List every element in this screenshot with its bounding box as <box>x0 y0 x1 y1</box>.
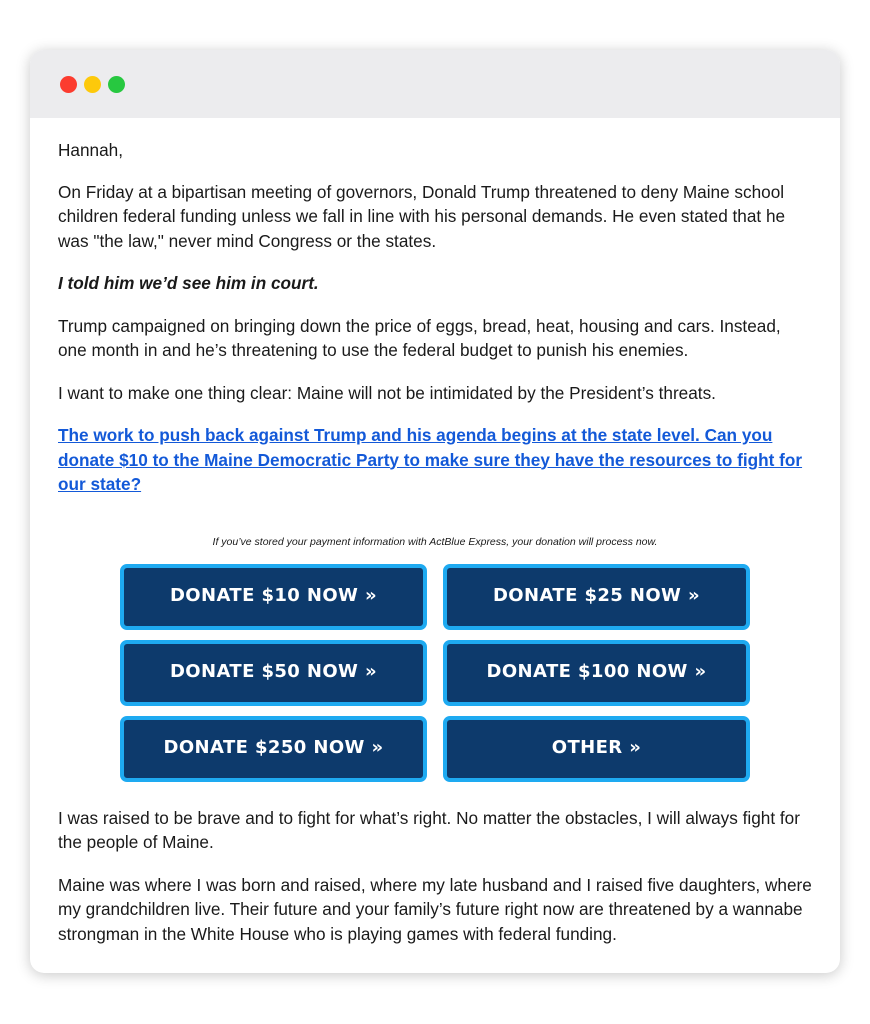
close-window-button[interactable] <box>60 76 77 93</box>
paragraph-brave: I was raised to be brave and to fight for what’s right. No matter the obstacles, I will always fight for the people of Maine. <box>58 807 800 852</box>
minimize-window-button[interactable] <box>84 76 101 93</box>
email-body <box>30 118 840 946</box>
window-titlebar <box>30 50 840 118</box>
donate-button-grid <box>58 564 812 782</box>
donate-other-button[interactable]: OTHER » <box>443 716 750 782</box>
donate-25-button[interactable]: DONATE $25 NOW » <box>443 564 750 630</box>
paragraph-campaign: Trump campaigned on bringing down the price of eggs, bread, heat, housing and cars. Instead, one month in and he’s threatening to use the federal budget to punish his enemies. <box>58 315 781 360</box>
emphasis-court: I told him we’d see him in court. <box>58 273 319 293</box>
appeal-paragraph <box>58 423 812 497</box>
paragraph-family: Maine was where I was born and raised, where my late husband and I raised five daughters, where my grandchildren live. Their future and your family’s future right now are threatened by a wannabe strongman in the White House who is playing games with federal funding. <box>58 874 812 944</box>
donate-50-button[interactable]: DONATE $50 NOW » <box>120 640 427 706</box>
paragraph-not-intimidated: I want to make one thing clear: Maine will not be intimidated by the President’s threats. <box>58 382 716 403</box>
maximize-window-button[interactable] <box>108 76 125 93</box>
email-window <box>30 50 840 973</box>
actblue-express-note: If you’ve stored your payment information with ActBlue Express, your donation will process now. <box>212 535 658 548</box>
donate-250-button[interactable]: DONATE $250 NOW » <box>120 716 427 782</box>
salutation: Hannah, <box>58 140 123 160</box>
donate-appeal-link[interactable]: The work to push back against Trump and his agenda begins at the state level. Can you donate $10 to the Maine Democratic Party to make sure they have the resources to fight for our state? <box>58 425 803 494</box>
donate-100-button[interactable]: DONATE $100 NOW » <box>443 640 750 706</box>
paragraph-friday-meeting: On Friday at a bipartisan meeting of governors, Donald Trump threatened to deny Maine school children federal funding unless we fall in line with his personal demands. He even stated that he was "the law," never mind Congress or the states. <box>58 181 786 251</box>
donate-10-button[interactable]: DONATE $10 NOW » <box>120 564 427 630</box>
